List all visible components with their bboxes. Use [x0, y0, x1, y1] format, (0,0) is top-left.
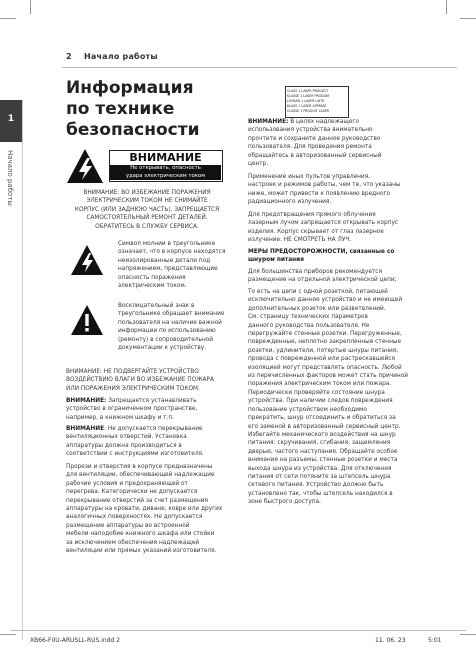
crop-mark [0, 634, 16, 635]
laser-label-line: KLASS 1 LASER APPARAT [287, 104, 327, 108]
laser-label-line: KLASSE 1 LASER PRODUKT [287, 94, 330, 98]
page-number: 2 [66, 52, 72, 61]
text-line: центр. [248, 161, 269, 168]
text-line: ИЛИ ПОРАЖЕНИЯ ЭЛЕКТРИЧЕСКИМ ТОКОМ. [66, 385, 200, 392]
text-line: (ремонту) в сопроводительной [118, 336, 214, 343]
power-cord-intro [248, 268, 458, 285]
text-line: размещение аппаратуры во встроенной [66, 522, 190, 529]
text-line: радиационного излучения. [248, 199, 332, 206]
caution-line: ОБРАТИТЕСЬ В СЛУЖБУ СЕРВИСА. [95, 223, 199, 230]
footer-date: 11. 06. 23 [375, 637, 406, 644]
page-title [66, 78, 226, 141]
text-line: перегружайте стенные розетки. Перегруженные, [248, 331, 402, 338]
controls-caution [248, 173, 458, 207]
exclamation-triangle-icon [70, 304, 104, 336]
text-line: документации к устройству. [118, 345, 207, 352]
text-line: : Не допускается перекрывание [104, 426, 203, 432]
text-line: ВНИМАНИЕ: НЕ ПОДВЕРГАЙТЕ УСТРОЙСТВО [66, 369, 199, 375]
text-line: для вентиляции, обеспечивающей надлежащие [66, 472, 215, 479]
text-line: прекратить, шнур отсоединить и обратиться за [248, 415, 396, 422]
text-line: Применение иных пультов управления, [248, 174, 371, 180]
header-rule [62, 67, 457, 68]
text-line: внимание на разъемы, стенные розетки и места [248, 457, 398, 464]
text-line: питания от сети потяните за штепсель шнура [248, 473, 391, 480]
text-line: поражения электрическим током или пожара. [248, 381, 392, 388]
text-line: То есть на цепи с одной розеткой, питающей [248, 289, 388, 295]
text-line: рабочие условия и предохраняющей от [66, 480, 188, 487]
text-line: зоне быстрого доступа. [248, 499, 321, 506]
text-line: вентиляции или прямых указаний изготовителя. [66, 548, 217, 555]
text-line: МЕРЫ ПРЕДОСТОРОЖНОСТИ, связанные со [248, 249, 395, 255]
text-line: аналогичных поверхностях. Не допускается [66, 514, 203, 521]
lightning-warning-icon [66, 148, 104, 184]
warning-label: ВНИМАНИЕ: [248, 119, 289, 125]
text-line: перекрывание отверстий за счет размещения [66, 497, 209, 504]
text-line: розетки, удлинители, потертые шнуры питания, [248, 347, 399, 354]
text-line: лазерным лучом запрещается открывать корпус [248, 220, 399, 227]
caution-line: ЭЛЕКТРИЧЕСКИМ ТОКОМ НЕ СНИМАЙТЕ [86, 198, 208, 205]
lightning-explanation [118, 240, 238, 290]
caution-line: ВНИМАНИЕ: ВО ИЗБЕЖАНИЕ ПОРАЖЕНИЯ [83, 190, 211, 196]
caution-line: САМОСТОЯТЕЛЬНЫЙ РЕМОНТ ДЕТАЛЕЙ. [86, 215, 208, 222]
text-line: сетевого питания. Устройство должно быть [248, 482, 384, 489]
text-line: Запрещается устанавливать [106, 398, 197, 404]
text-line: информации по использованию [118, 328, 216, 335]
text-line: пользователя. Для проведения ремонта [248, 144, 372, 151]
ventilation-slots-paragraph [66, 463, 241, 555]
laser-label-line: LUOKAN 1 LASER LAITE [287, 99, 325, 103]
text-line: электрическим током. [118, 283, 187, 290]
text-line: опасность поражения [118, 274, 186, 281]
chapter-label: Начало работы [6, 150, 14, 206]
title-line: Информация [66, 78, 194, 98]
moisture-warning [66, 368, 241, 393]
text-line: Прорези и отверстия в корпусе предназначены [66, 464, 213, 470]
text-line: прочтите и сохраните данное руководство [248, 135, 381, 142]
warning-subtext-line: Не открывать, опасность [130, 165, 201, 171]
laser-caution [248, 118, 458, 168]
text-line: размещение на отдельной электрической цепи; [248, 277, 397, 284]
laser-label-line: CLASS 1 LASER PRODUCT [287, 89, 329, 93]
laser-label-line: CLASSE 1 PRODUIT LASER [287, 109, 329, 113]
text-line: за исключением обеспечения надлежащей [66, 539, 200, 546]
text-line: использования устройства внимательно [248, 127, 373, 134]
side-rule [22, 100, 23, 640]
text-line: треугольнике обращает внимание [118, 311, 225, 318]
text-line: излучение. НЕ СМОТРЕТЬ НА ЛУЧ. [248, 237, 352, 244]
text-line: установлено так, чтобы штепсель находился в [248, 490, 393, 497]
crop-mark [460, 18, 476, 19]
text-line: провода с поврежденной или растрескавшейся [248, 356, 396, 363]
text-line: Избегайте механического воздействия на шнур [248, 431, 396, 438]
text-line: означает, что в корпусе находятся [118, 249, 226, 256]
text-line: дверью, частого наступания. Обращайте особое [248, 448, 398, 455]
crop-mark [446, 0, 447, 14]
text-line: изоляцией могут представлять опасность. Любой [248, 364, 402, 371]
text-line: Символ молнии в треугольнике [118, 241, 216, 247]
text-line: изделия. Корпус скрывает от глаз лазерное [248, 228, 384, 235]
crop-mark [460, 634, 476, 635]
text-line: пользователя на наличие важной [118, 319, 222, 326]
text-line: соответствии с инструкциями изготовителя. [66, 451, 204, 458]
text-line: пользование устройством необходимо [248, 406, 367, 413]
warning-subtext [110, 165, 221, 180]
text-line: из перечисленных факторов может стать причиной [248, 373, 409, 380]
title-line: безопасности [66, 120, 200, 140]
section-title: Начало работы [84, 52, 158, 61]
crop-mark [30, 0, 31, 14]
text-line: неизолированные детали под [118, 257, 211, 264]
exclamation-explanation [118, 302, 238, 352]
text-line: перегрева. Категорически не допускается [66, 489, 198, 496]
text-line: Периодически проверяйте состояние шнура [248, 389, 385, 396]
space-warning [66, 397, 241, 422]
text-line: настроек и режимов работы, чем те, что указаны [248, 182, 401, 189]
text-line: данного руководства пользователя. Не [248, 322, 370, 329]
text-line: устройство в ограниченном пространстве, [66, 406, 198, 413]
chapter-number: 1 [7, 114, 15, 124]
text-line: В целях надлежащего [288, 119, 360, 125]
text-line: дополнительных розеток или разветвлений. [248, 305, 386, 312]
beam-caution [248, 211, 458, 245]
text-line: См. страницу технических параметров [248, 314, 368, 321]
text-line: Восклицательный знак в [118, 303, 195, 309]
text-line: аппаратуры на кровати, диване, ковре или других [66, 506, 223, 513]
text-line: шнуром питания [248, 257, 304, 264]
lightning-triangle-icon [70, 244, 104, 276]
title-line: по технике [66, 99, 175, 119]
warning-heading: ВНИМАНИЕ [129, 151, 202, 164]
text-line: исключительно данное устройство и не имеющей [248, 297, 403, 304]
text-line: ниже, может привести к появлению вредного [248, 190, 391, 197]
warning-label: ВНИМАНИЕ: [66, 398, 107, 404]
footer-file-name: XB66-F0U-ARUSLL-RUS.indd 2 [30, 637, 121, 644]
text-line: обращайтесь в авторизованный сервисный [248, 152, 382, 159]
text-line: выхода шнура из устройства. Для отключения [248, 465, 392, 472]
text-line: устройства. При наличии следов повреждения [248, 398, 393, 405]
ventilation-warning [66, 425, 241, 459]
footer-rule [10, 630, 466, 631]
text-line: Для большинства приборов рекомендуется [248, 269, 382, 275]
text-line: Для предотвращения прямого облучения [248, 212, 376, 218]
text-line: например, в книжном шкафу и т.п. [66, 414, 175, 421]
crop-mark [0, 18, 16, 19]
text-line: поврежденные, неплотно закрепленные стенные [248, 339, 402, 346]
text-line: ВОЗДЕЙСТВИЮ ВЛАГИ ВО ИЗБЕЖАНИЕ ПОЖАРА [66, 377, 214, 384]
warning-subtext-line: удара электрическим током [125, 172, 206, 179]
power-cord-heading [248, 248, 458, 265]
caution-notice [58, 189, 236, 231]
text-line: питания: скручивания, сгибания, защемления [248, 440, 391, 447]
warning-label: ВНИМАНИЕ [66, 426, 105, 432]
text-line: аппаратуры должна производиться в [66, 442, 182, 449]
text-line: напряжением, представляющие [118, 266, 218, 273]
power-cord-body [248, 288, 460, 507]
text-line: его заменой в авторизованный сервисный центр. [248, 423, 401, 430]
text-line: вентиляционных отверстий. Установка [66, 434, 187, 441]
footer-time: 5:01 [428, 637, 442, 644]
caution-line: КОРПУС (ИЛИ ЗАДНЮЮ ЧАСТЬ). ЗАПРЕЩАЕТСЯ [74, 206, 220, 213]
text-line: мебели наподобие книжного шкафа или стойки [66, 531, 215, 538]
